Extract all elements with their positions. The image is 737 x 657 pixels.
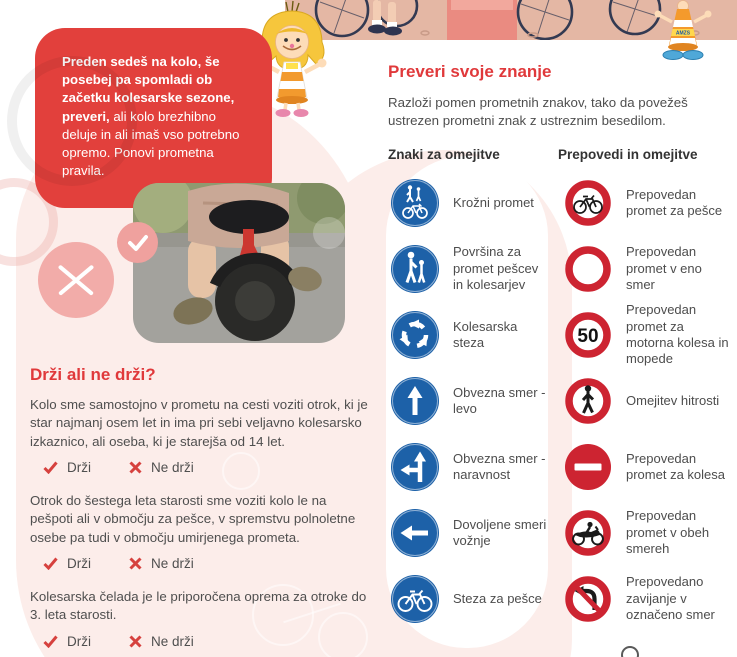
sign-row — [563, 170, 735, 236]
prohibition-signs-column — [563, 170, 735, 632]
no-motorcycles-sign-icon — [563, 508, 613, 558]
sign-row — [390, 434, 550, 500]
sign-row — [563, 236, 735, 302]
answer-false — [129, 634, 194, 649]
answer-true — [43, 460, 91, 475]
cycle-path-sign-icon — [390, 574, 440, 624]
svg-text:50: 50 — [577, 326, 599, 347]
sign-row — [390, 566, 550, 632]
quiz-title: Preveri svoje znanje — [388, 62, 552, 81]
question-3: Kolesarska čelada je le priporočena oprema za otroke do 3. leta starosti. — [30, 589, 367, 623]
cross-icon — [129, 461, 142, 474]
speed-limit-50-sign-icon — [563, 310, 613, 360]
cross-badge — [38, 242, 114, 318]
sign-label: Prepovedano zavijanje v označeno smer — [626, 574, 715, 623]
truth-title: Drži ali ne drži? — [30, 365, 156, 384]
sign-label: Površina za promet pešcev in kolesarjev — [453, 244, 539, 293]
shared-path-sign-icon — [390, 178, 440, 228]
check-badge — [117, 222, 158, 263]
sign-label: Obvezna smer - levo — [453, 384, 546, 416]
svg-text:AMZS: AMZS — [675, 30, 691, 37]
sign-label: Krožni promet — [453, 194, 534, 210]
sign-row — [390, 500, 550, 566]
answer-false — [129, 460, 194, 475]
cross-icon — [129, 557, 142, 570]
sign-label: Prepovedan promet za pešce — [626, 186, 723, 218]
answer-true-label: Drži — [67, 633, 91, 649]
sign-row — [390, 302, 550, 368]
right-column-header: Prepovedi in omejitve — [558, 147, 698, 162]
sign-label: Prepovedan promet za kolesa — [626, 450, 725, 482]
reminder-speech-bubble — [35, 28, 272, 208]
answer-true-label: Drži — [67, 556, 91, 572]
answer-true — [43, 634, 91, 649]
quiz-section — [388, 62, 736, 623]
no-entry-sign-icon — [563, 442, 613, 492]
answers-row-2 — [43, 556, 370, 571]
bubble-text-regular: ali kolo brezhibno deluje in ali imaš vso potrebno opremo. Ponovi prometna pravila. — [62, 108, 240, 179]
answer-false-label: Ne drži — [151, 460, 194, 476]
no-pedestrians-sign-icon — [563, 376, 613, 426]
child-on-bike-photo — [133, 183, 345, 343]
pedestrian-path-sign-icon — [390, 244, 440, 294]
answers-row-3 — [43, 634, 370, 649]
sign-row — [563, 500, 735, 566]
sign-label: Steza za pešce — [453, 590, 542, 606]
quiz-intro: Razloži pomen prometnih znakov, tako da povežeš ustrezen prometni znak z ustreznim besedilom. — [388, 95, 688, 129]
sign-row — [390, 170, 550, 236]
answer-true-label: Drži — [67, 460, 91, 476]
answer-false-label: Ne drži — [151, 633, 194, 649]
sign-row — [563, 566, 735, 632]
sign-label: Dovoljene smeri vožnje — [453, 516, 547, 548]
check-icon — [117, 222, 158, 263]
sign-label: Prepovedan promet v eno smer — [626, 244, 702, 293]
sign-label: Omejitev hitrosti — [626, 392, 720, 408]
check-icon — [43, 635, 58, 648]
bubble-text-bold: Preden sedeš na kolo, še posebej pa spomladi ob začetku kolesarske sezone, preveri, — [62, 54, 235, 124]
left-column-header: Znaki za omejitve — [388, 147, 500, 162]
no-left-turn-sign-icon — [563, 574, 613, 624]
sign-label: Obvezna smer - naravnost — [453, 450, 546, 482]
roundabout-sign-icon — [390, 310, 440, 360]
partial-sign-bottom — [621, 646, 639, 657]
question-2: Otrok do šestega leta starosti sme voziti kolo le na pešpoti ali v območju za pešce, v spremstvu polnoletne osebe pa tudi v območju umirjenega prometa. — [30, 493, 356, 545]
no-bicycles-sign-icon — [563, 178, 613, 228]
sign-row — [563, 302, 735, 368]
answer-false-label: Ne drži — [151, 556, 194, 572]
straight-or-left-sign-icon — [390, 442, 440, 492]
sign-label: Prepovedan promet za motorna kolesa in mopede — [626, 302, 729, 367]
sign-row — [390, 236, 550, 302]
sign-row — [563, 434, 735, 500]
answers-row-1 — [43, 460, 370, 475]
cross-icon — [129, 635, 142, 648]
empty-prohibition-sign-icon — [563, 244, 613, 294]
straight-ahead-sign-icon — [390, 376, 440, 426]
sign-row — [390, 368, 550, 434]
sign-label: Kolesarska steza — [453, 318, 518, 350]
decor-ring-on-bubble — [7, 56, 137, 186]
answer-true — [43, 556, 91, 571]
traffic-cone-character — [646, 0, 720, 62]
truth-section — [30, 365, 370, 657]
question-1: Kolo sme samostojno v prometu na cesti voziti otrok, ki je star najmanj osem let in ima pri sebi veljavno kolesarsko izkaznico, ali oseba, ki je starejša od 14 let. — [30, 397, 368, 449]
sign-label: Prepovedan promet v obeh smereh — [626, 508, 710, 557]
mandatory-signs-column — [390, 170, 550, 632]
sign-row — [563, 368, 735, 434]
left-only-sign-icon — [390, 508, 440, 558]
answer-false — [129, 556, 194, 571]
check-icon — [43, 557, 58, 570]
check-icon — [43, 461, 58, 474]
